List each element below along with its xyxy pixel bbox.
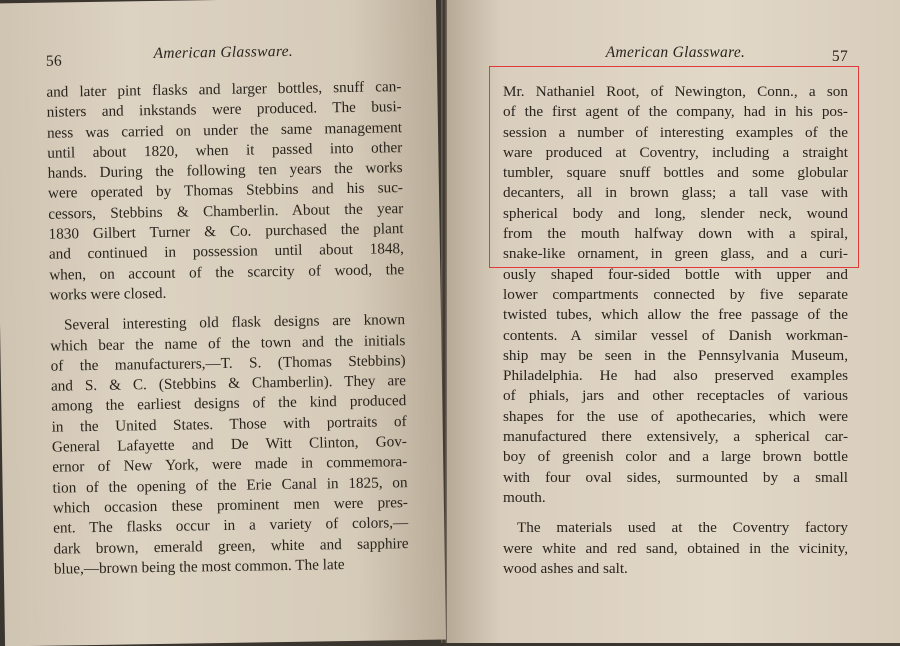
text-line: nisters and inkstands were produced. The busi-	[46, 98, 402, 122]
text-line: tion of the opening of the Erie Canal in 1825, on	[52, 473, 408, 497]
right-text-block	[503, 82, 848, 579]
text-line: hands. During the following ten years the works	[47, 159, 403, 182]
text-line: of phials, jars and other receptacles of various	[503, 387, 848, 405]
text-line: shapes for the use of apothecaries, which were	[503, 407, 848, 425]
left-text-block	[46, 77, 409, 580]
text-line: spherical body and long, slender neck, wound	[503, 204, 848, 222]
text-line: ship may be seen in the Pennsylvania Museum,	[503, 346, 848, 364]
right-running-head-title: American Glassware.	[605, 44, 746, 61]
text-line: twisted tubes, which allow the free passage of the	[503, 306, 848, 324]
right-page-number: 57	[831, 48, 848, 65]
text-line: lower compartments connected by five separate	[503, 285, 848, 303]
text-line: Philadelphia. He had also preserved examples	[503, 367, 848, 385]
right-page	[447, 0, 900, 643]
text-line: manufactured there extensively, a spherical car-	[503, 428, 848, 446]
right-paragraph-2	[503, 518, 848, 579]
text-line: with four oval sides, surmounted by a small	[503, 468, 848, 486]
text-line: The materials used at the Coventry factory	[517, 519, 848, 537]
text-line: were operated by Thomas Stebbins and his suc-	[47, 179, 404, 203]
text-line: mouth.	[503, 488, 546, 506]
text-line: 1830 Gilbert Turner & Co. purchased the plant	[48, 220, 404, 243]
right-paragraph-1	[503, 82, 848, 508]
text-line: ent. The flasks occur in a variety of colors,—	[53, 514, 409, 537]
text-line: among the earliest designs of the kind produced	[51, 392, 407, 416]
text-line: ware produced at Coventry, including a straight	[503, 143, 848, 161]
text-line: works were closed.	[49, 284, 167, 304]
text-line: decanters, all in brown glass; a tall vase with	[503, 184, 848, 202]
left-running-head	[46, 41, 401, 73]
text-line: until about 1820, when it passed into other	[47, 139, 403, 162]
text-line: boy of greenish color and a large brown bottle	[503, 448, 848, 466]
text-line: dark brown, emerald green, white and sapphire	[53, 534, 409, 558]
left-paragraph-2	[50, 310, 409, 579]
left-page-number: 56	[45, 52, 63, 70]
text-line: of the manufacturers,—T. S. (Thomas Stebbins)	[50, 351, 406, 375]
left-paragraph-1	[46, 77, 404, 306]
text-line: ness was carried on under the same management	[46, 118, 403, 142]
text-line: which occasion these prominent men were pres-	[52, 494, 408, 517]
text-line: wood ashes and salt.	[503, 559, 628, 577]
text-line: which bear the name of the town and the initials	[50, 331, 406, 355]
text-line: from the mouth halfway down with a spiral,	[503, 225, 848, 243]
text-line: session a number of interesting examples of the	[503, 123, 848, 141]
text-line: General Lafayette and De Witt Clinton, Gov-	[51, 433, 408, 456]
text-line: cessors, Stebbins & Chamberlin. About the year	[48, 199, 404, 223]
text-line: of the first agent of the company, had in his pos-	[503, 103, 848, 121]
text-line: snake-like ornament, in green glass, and a curi-	[503, 245, 848, 263]
text-line: tumbler, square snuff bottles and some globular	[503, 164, 848, 182]
text-line: Several interesting old flask designs are known	[63, 311, 406, 334]
text-line: and continued in possession until about 1848,	[48, 240, 405, 264]
left-page	[0, 0, 446, 646]
text-line: and S. & C. (Stebbins & Chamberlin). They are	[50, 372, 407, 395]
text-line: and later pint flasks and larger bottles, snuff can-	[46, 78, 402, 101]
text-line: contents. A similar vessel of Danish workman-	[503, 326, 848, 344]
left-running-head-title: American Glassware.	[153, 42, 294, 63]
text-line: Mr. Nathaniel Root, of Newington, Conn., a son	[503, 83, 848, 100]
text-line: in the United States. Those with portraits of	[51, 412, 407, 436]
text-line: ously shaped four-sided bottle with upper and	[503, 265, 848, 283]
text-line: when, on account of the scarcity of wood, the	[49, 260, 405, 284]
right-running-head	[503, 44, 848, 70]
text-line: blue,—brown being the most common. The late	[53, 555, 345, 578]
text-line: were white and red sand, obtained in the vicinity,	[503, 539, 848, 557]
text-line: ernor of New York, were made in commemora-	[52, 453, 408, 477]
